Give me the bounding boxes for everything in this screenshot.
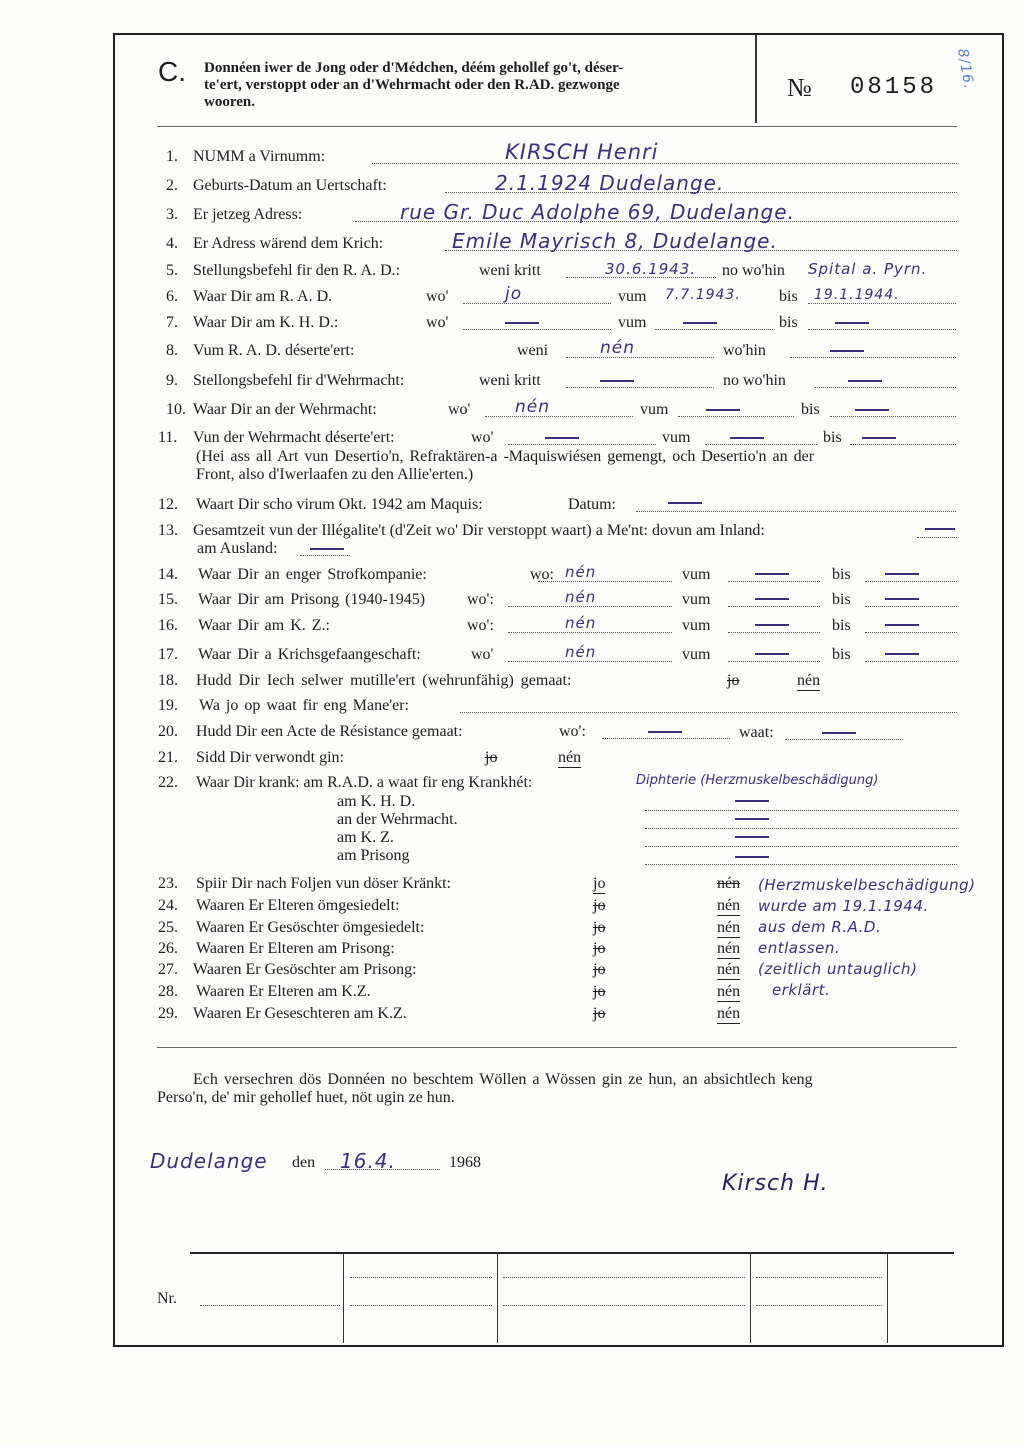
no-option-selected[interactable]: nén xyxy=(717,897,741,914)
when-label: weni kritt xyxy=(479,372,541,389)
footer-column xyxy=(750,1253,751,1343)
from-label: vum xyxy=(682,566,711,583)
where-label: wo': xyxy=(559,723,586,740)
when-label: weni kritt xyxy=(479,262,541,279)
date-label: Datum: xyxy=(568,496,616,513)
dash-mark xyxy=(683,322,717,324)
remark-line: erklärt. xyxy=(772,981,831,999)
dash-mark xyxy=(735,856,769,858)
manner-field[interactable] xyxy=(460,712,957,713)
prison-label: Waar Dir am Prisong (1940-1945) xyxy=(198,591,426,608)
where-label: wo' xyxy=(426,288,449,305)
wehrmacht-desert-to-field[interactable] xyxy=(850,444,956,445)
from-label: vum xyxy=(640,401,669,418)
when-label: weni xyxy=(517,342,549,359)
yes-option-struck[interactable]: jo xyxy=(593,940,606,957)
rad-order-label: Stellungsbefehl fir den R. A. D.: xyxy=(193,262,401,279)
name-label: NUMM a Virnumm: xyxy=(193,148,326,165)
nr-field[interactable] xyxy=(200,1305,340,1306)
khd-label: Waar Dir am K. H. D.: xyxy=(193,314,339,331)
section-title-1: Donnéen iwer de Jong oder d'Médchen, déém gehollef go't, déser- xyxy=(204,60,624,76)
signature: Kirsch H. xyxy=(722,1171,829,1196)
resistance-what-field[interactable] xyxy=(785,739,903,740)
prison-from-field[interactable] xyxy=(728,606,820,607)
dash-mark xyxy=(310,548,344,550)
where-label: wo: xyxy=(530,566,554,583)
rad-order-date: 30.6.1943. xyxy=(605,260,697,278)
footer-field[interactable] xyxy=(350,1277,492,1278)
row-number: 19. xyxy=(158,697,178,714)
kz-label: Waar Dir am K. Z.: xyxy=(198,617,330,634)
footer-column xyxy=(343,1253,344,1343)
wehrmacht-desert-from-field[interactable] xyxy=(705,444,817,445)
strafkompanie-value: nén xyxy=(565,563,597,581)
dash-mark xyxy=(755,653,789,655)
wehrmacht-label: Waar Dir an der Wehrmacht: xyxy=(193,401,377,418)
wehrmacht-to-field[interactable] xyxy=(830,416,956,417)
dash-mark xyxy=(848,380,882,382)
from-label: vum xyxy=(618,314,647,331)
pow-to-field[interactable] xyxy=(865,661,957,662)
yes-no-label: Waaren Er Gesöschter ömgesiedelt: xyxy=(196,919,425,936)
footer-field[interactable] xyxy=(756,1305,882,1306)
no-option-selected[interactable]: nén xyxy=(797,672,821,689)
year-label: 1968 xyxy=(449,1154,481,1171)
yes-no-label: Waaren Er Geseschteren am K.Z. xyxy=(193,1005,407,1022)
from-label: vum xyxy=(682,617,711,634)
row-number: 8. xyxy=(166,342,178,359)
footer-field[interactable] xyxy=(503,1305,745,1306)
row-number: 18. xyxy=(158,672,178,689)
rad-label: Waar Dir am R. A. D. xyxy=(193,288,333,305)
yes-option-struck[interactable]: jo xyxy=(593,983,606,1000)
abroad-field[interactable] xyxy=(300,555,350,556)
wehrmacht-illness-field[interactable] xyxy=(645,828,957,829)
row-number: 22. xyxy=(158,774,178,791)
yes-option-struck[interactable]: jo xyxy=(593,897,606,914)
row-number: 25. xyxy=(158,919,178,936)
remark-line: entlassen. xyxy=(758,939,841,957)
yes-option-struck[interactable]: jo xyxy=(727,672,740,689)
annotation: 8/16. xyxy=(954,47,977,91)
yes-option-struck[interactable]: jo xyxy=(593,961,606,978)
row-number: 13. xyxy=(158,522,178,539)
prison-to-field[interactable] xyxy=(865,606,957,607)
row-number: 7. xyxy=(166,314,178,331)
kz-where-field[interactable] xyxy=(508,632,672,633)
wehrmacht-desert-field[interactable] xyxy=(508,444,656,445)
rad-desert-field[interactable] xyxy=(566,357,714,358)
row-number: 14. xyxy=(158,566,178,583)
row-number: 9. xyxy=(166,372,178,389)
section-letter: C. xyxy=(158,56,186,87)
pow-value: nén xyxy=(565,643,597,661)
where-label: wo': xyxy=(467,617,494,634)
divider xyxy=(157,1047,957,1048)
header-rule xyxy=(157,126,957,127)
dash-mark xyxy=(862,437,896,439)
illness-sub-label: an der Wehrmacht. xyxy=(337,811,458,828)
pow-from-field[interactable] xyxy=(728,661,820,662)
maquis-label: Waart Dir scho virum Okt. 1942 am Maquis: xyxy=(196,496,483,513)
no-option-selected[interactable]: nén xyxy=(717,983,741,1000)
inland-field[interactable] xyxy=(917,537,957,538)
dash-mark xyxy=(885,573,919,575)
resistance-label: Hudd Dir een Acte de Résistance gemaat: xyxy=(196,723,463,740)
resistance-where-field[interactable] xyxy=(602,738,730,739)
row-number: 12. xyxy=(158,496,178,513)
number-sign: № xyxy=(787,73,812,102)
rad-field[interactable] xyxy=(463,303,611,304)
where-label: wo' xyxy=(426,314,449,331)
dash-mark xyxy=(755,598,789,600)
row-number: 11. xyxy=(158,429,178,446)
row-number: 27. xyxy=(158,961,178,978)
illness-value: Diphterie (Herzmuskelbeschädigung) xyxy=(636,773,879,788)
pow-where-field[interactable] xyxy=(508,661,672,662)
to-label: bis xyxy=(832,591,851,608)
yes-no-label: Spiir Dir nach Foljen vun döser Kränkt: xyxy=(196,875,452,892)
row-number: 17. xyxy=(158,646,178,663)
yes-no-label: Waaren Er Elteren am K.Z. xyxy=(196,983,371,1000)
dash-mark xyxy=(706,409,740,411)
rad-from: 7.7.1943. xyxy=(665,287,741,303)
name-value: KIRSCH Henri xyxy=(505,140,659,164)
manner-label: Wa jo op waat fir eng Mane'er: xyxy=(199,697,409,714)
wehrmacht-order-label: Stellongsbefehl fir d'Wehrmacht: xyxy=(193,372,405,389)
wehrmacht-order-date-field[interactable] xyxy=(566,387,714,388)
section-title-2: te'ert, verstoppt oder an d'Wehrmacht oder den R.AD. gezwonge xyxy=(204,77,620,93)
dash-mark xyxy=(545,437,579,439)
maquis-date-field[interactable] xyxy=(636,511,956,512)
war-address-value: Emile Mayrisch 8, Dudelange. xyxy=(452,229,778,253)
where-label: wo' xyxy=(471,646,494,663)
row-number: 26. xyxy=(158,940,178,957)
strafkompanie-label: Waar Dir an enger Strofkompanie: xyxy=(198,566,427,583)
footer-column xyxy=(497,1253,498,1343)
to-label: bis xyxy=(832,617,851,634)
desertion-note: Front, also d'Iwerlaafen zu den Allie'erten.) xyxy=(196,466,474,483)
mutilation-label: Hudd Dir Iech selwer mutille'ert (wehrunfähig) gemaat: xyxy=(196,672,572,689)
to-label: bis xyxy=(832,646,851,663)
wehrmacht-from-field[interactable] xyxy=(678,416,794,417)
where-label: no wo'hin xyxy=(723,372,786,389)
dash-mark xyxy=(830,350,864,352)
remark-line: aus dem R.A.D. xyxy=(758,918,882,936)
row-number: 29. xyxy=(158,1005,178,1022)
dash-mark xyxy=(648,731,682,733)
name-field[interactable] xyxy=(372,163,957,164)
dash-mark xyxy=(505,322,539,324)
remark-line: wurde am 19.1.1944. xyxy=(758,897,929,915)
pow-label: Waar Dir a Krichsgefaangeschaft: xyxy=(198,646,421,663)
footer-rule xyxy=(190,1252,954,1254)
yes-option-struck[interactable]: jo xyxy=(485,749,498,766)
yes-option-selected[interactable]: jo xyxy=(593,875,606,892)
wehrmacht-field[interactable] xyxy=(485,416,633,417)
kz-from-field[interactable] xyxy=(728,632,820,633)
illness-sub-label: am K. Z. xyxy=(337,829,394,846)
no-option-struck[interactable]: nén xyxy=(717,875,741,892)
yes-no-label: Waaren Er Elteren ömgesiedelt: xyxy=(196,897,400,914)
where-label: wo': xyxy=(467,591,494,608)
from-label: vum xyxy=(682,646,711,663)
wehrmacht-value: nén xyxy=(515,397,551,417)
dash-mark xyxy=(730,437,764,439)
rad-order-place: Spital a. Pyrn. xyxy=(808,260,928,278)
prison-illness-field[interactable] xyxy=(645,864,957,865)
dash-mark xyxy=(885,624,919,626)
wounded-label: Sidd Dir verwondt gin: xyxy=(196,749,344,766)
strafkompanie-where-field[interactable] xyxy=(538,581,672,582)
rad-to: 19.1.1944. xyxy=(814,287,900,303)
yes-no-label: Waaren Er Elteren am Prisong: xyxy=(196,940,395,957)
to-label: bis xyxy=(779,288,798,305)
dash-mark xyxy=(885,598,919,600)
wehrmacht-order-where-field[interactable] xyxy=(815,387,956,388)
row-number: 4. xyxy=(166,235,178,252)
row-number: 10. xyxy=(166,401,186,418)
yes-option-struck[interactable]: jo xyxy=(593,1005,606,1022)
illness-label: Waar Dir krank: am R.A.D. a waat fir eng Krankhét: xyxy=(196,774,533,791)
desertion-note: (Hei ass all Art vun Desertio'n, Refraktären-a -Maquiswiésen gemengt, och Desertio'n an der xyxy=(196,448,815,465)
illegality-label: Gesamtzeit vun der Illégalite't (d'Zeit wo' Dir verstoppt waart) a Me'nt: dovun am Inland: xyxy=(193,522,765,539)
den-label: den xyxy=(292,1154,316,1171)
no-option-selected[interactable]: nén xyxy=(717,1005,741,1022)
row-number: 16. xyxy=(158,617,178,634)
kz-value: nén xyxy=(565,614,597,632)
khd-from-field[interactable] xyxy=(655,329,773,330)
prison-where-field[interactable] xyxy=(508,606,672,607)
illness-sub-label: am K. H. D. xyxy=(337,793,416,810)
row-number: 1. xyxy=(166,148,178,165)
from-label: vum xyxy=(662,429,691,446)
dash-mark xyxy=(755,573,789,575)
place-value: Dudelange xyxy=(150,1149,268,1173)
dash-mark xyxy=(925,528,955,530)
khd-illness-field[interactable] xyxy=(645,810,957,811)
from-label: vum xyxy=(618,288,647,305)
dash-mark xyxy=(822,732,856,734)
yes-no-label: Waaren Er Gesöschter am Prisong: xyxy=(193,961,417,978)
footer-column xyxy=(887,1253,888,1343)
wehrmacht-desert-label: Vun der Wehrmacht déserte'ert: xyxy=(193,429,395,446)
where-label: wo'hin xyxy=(723,342,766,359)
header-divider xyxy=(755,35,757,123)
to-label: bis xyxy=(779,314,798,331)
dash-mark xyxy=(755,624,789,626)
no-option-selected[interactable]: nén xyxy=(558,749,582,766)
khd-to-field[interactable] xyxy=(808,329,956,330)
no-option-selected[interactable]: nén xyxy=(717,919,741,936)
no-option-selected[interactable]: nén xyxy=(717,940,741,957)
what-label: waat: xyxy=(739,724,774,741)
to-label: bis xyxy=(801,401,820,418)
dash-mark xyxy=(668,502,702,504)
dash-mark xyxy=(885,653,919,655)
to-label: bis xyxy=(832,566,851,583)
khd-field[interactable] xyxy=(463,329,611,330)
row-number: 5. xyxy=(166,262,178,279)
row-number: 3. xyxy=(166,206,178,223)
dash-mark xyxy=(835,322,869,324)
no-option-selected[interactable]: nén xyxy=(717,961,741,978)
dash-mark xyxy=(735,818,769,820)
form-number: 08158 xyxy=(850,74,938,101)
dash-mark xyxy=(735,800,769,802)
abroad-label: am Ausland: xyxy=(197,540,278,557)
rad-desert-label: Vum R. A. D. déserte'ert: xyxy=(193,342,355,359)
row-number: 20. xyxy=(158,723,178,740)
nr-label: Nr. xyxy=(157,1290,177,1307)
dash-mark xyxy=(600,380,634,382)
dash-mark xyxy=(855,409,889,411)
yes-option-struck[interactable]: jo xyxy=(593,919,606,936)
where-label: wo' xyxy=(471,429,494,446)
rad-desert-value: nén xyxy=(600,338,636,358)
footer-field[interactable] xyxy=(350,1305,492,1306)
footer-field[interactable] xyxy=(756,1277,882,1278)
row-number: 2. xyxy=(166,177,178,194)
to-label: bis xyxy=(823,429,842,446)
where-label: no wo'hin xyxy=(722,262,785,279)
strafkompanie-from-field[interactable] xyxy=(728,581,820,582)
row-number: 6. xyxy=(166,288,178,305)
declaration-line: Ech versechren dös Donnéen no beschtem Wöllen a Wössen gin ze hun, an absichtlech keng xyxy=(193,1071,813,1088)
declaration-line: Perso'n, de' mir gehollef huet, nöt ugin ze hun. xyxy=(157,1089,455,1106)
row-number: 24. xyxy=(158,897,178,914)
row-number: 23. xyxy=(158,875,178,892)
from-label: vum xyxy=(682,591,711,608)
war-address-label: Er Adress wärend dem Krich: xyxy=(193,235,384,252)
row-number: 28. xyxy=(158,983,178,1000)
row-number: 15. xyxy=(158,591,178,608)
where-label: wo' xyxy=(448,401,471,418)
section-title-3: wooren. xyxy=(204,94,255,110)
address-label: Er jetzeg Adress: xyxy=(193,206,303,223)
birth-value: 2.1.1924 Dudelange. xyxy=(495,171,725,195)
prison-value: nén xyxy=(565,588,597,606)
address-value: rue Gr. Duc Adolphe 69, Dudelange. xyxy=(400,200,795,224)
footer-field[interactable] xyxy=(503,1277,745,1278)
rad-value: jo xyxy=(505,284,523,304)
row-number: 21. xyxy=(158,749,178,766)
rad-desert-where-field[interactable] xyxy=(790,357,956,358)
kz-to-field[interactable] xyxy=(865,632,957,633)
kz-illness-field[interactable] xyxy=(645,846,957,847)
strafkompanie-to-field[interactable] xyxy=(865,581,957,582)
date-value: 16.4. xyxy=(340,1149,396,1173)
illness-sub-label: am Prisong xyxy=(337,847,410,864)
remark-line: (Herzmuskelbeschädigung) xyxy=(758,876,976,894)
dash-mark xyxy=(735,836,769,838)
birth-label: Geburts-Datum an Uertschaft: xyxy=(193,177,387,194)
remark-line: (zeitlich untauglich) xyxy=(758,960,918,978)
